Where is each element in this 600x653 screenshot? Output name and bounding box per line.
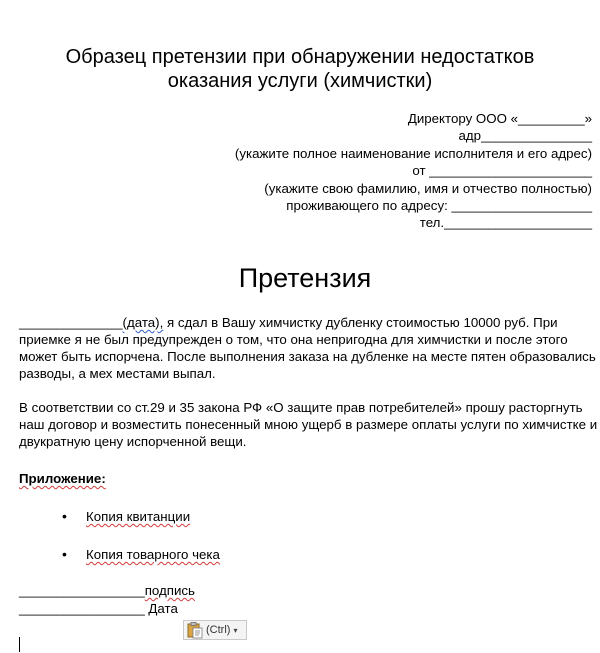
date-word: (дата), — [122, 315, 164, 330]
list-item — [62, 508, 220, 546]
document-title-line-1: Образец претензии при обнаружении недостатков — [65, 46, 535, 68]
text-cursor — [19, 637, 20, 652]
bullet-icon: • — [62, 508, 67, 524]
recipient-block — [172, 110, 592, 232]
paste-options-button[interactable] — [183, 620, 247, 640]
clipboard-paste-icon — [186, 621, 204, 639]
recipient-hint-company: (укажите полное наименование исполнителя и его адрес) — [234, 145, 592, 161]
signature-blank: _________________ — [19, 583, 145, 598]
claim-paragraph-1 — [19, 314, 600, 382]
date-line — [19, 600, 178, 617]
recipient-director: Директору ООО «_________» — [407, 111, 592, 126]
claim-paragraph-1-text: я сдал в Вашу химчистку дубленку стоимостью 10000 руб. При приемке я не был предупрежден о том, что она непригодна для химчистки и после этого может быть испорчена. После выполнения заказа на дубленке на месте пятен образовались разводы, а мех местами выпал. — [19, 315, 596, 381]
recipient-address: адр_______________ — [458, 128, 592, 144]
claim-paragraph-2: В соответствии со ст.29 и 35 закона РФ «О защите прав потребителей» прошу расторгнуть наш договор и возместить понесенный мною ущерб в размере оплаты услуги по химчистке и двукратную цену испорченной вещи. — [19, 400, 598, 449]
chevron-down-icon: ▾ — [233, 625, 238, 635]
sender-address: проживающего по адресу: ___________________ — [286, 198, 592, 214]
date-line-blank: _________________ — [19, 601, 145, 616]
bullet-icon: • — [62, 546, 67, 562]
signature-line — [19, 582, 195, 599]
appendix-item-receipt-copy: Копия квитанции — [86, 509, 191, 524]
list-item — [62, 546, 220, 584]
sender-from: от ______________________ — [412, 163, 592, 179]
appendix-item-sales-receipt-copy: Копия товарного чека — [86, 547, 220, 562]
date-blank: ______________ — [19, 315, 123, 330]
sender-phone: тел.____________________ — [419, 215, 592, 231]
document-title-line-2: оказания услуги (химчистки) — [167, 70, 433, 92]
appendix-list — [62, 508, 220, 584]
document-title — [0, 45, 600, 93]
claim-heading: Претензия — [238, 263, 372, 293]
date-line-label: Дата — [144, 601, 178, 616]
signature-label: подпись — [144, 583, 195, 598]
appendix-title: Приложение: — [19, 471, 106, 486]
sender-hint-name: (укажите свою фамилию, имя и отчество полностью) — [264, 180, 592, 196]
paste-options-label: (Ctrl) — [206, 624, 231, 636]
